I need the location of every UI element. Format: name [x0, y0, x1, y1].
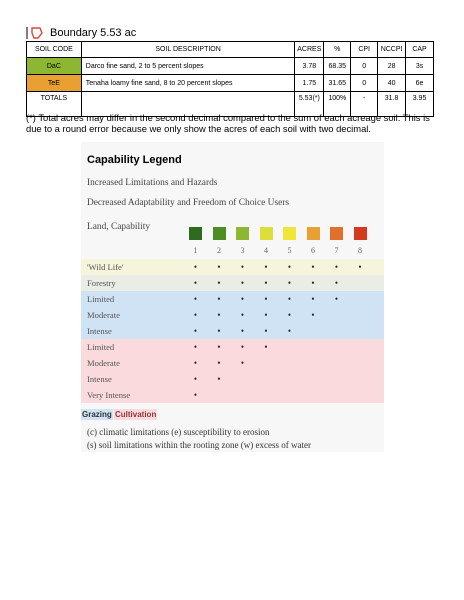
nccpi-cell: 40 [378, 75, 406, 92]
capability-dot: • [334, 278, 339, 288]
capability-dot: • [334, 262, 339, 272]
legend-title: Capability Legend [87, 154, 182, 166]
capability-dot: • [217, 278, 221, 288]
capability-dot: • [217, 326, 221, 336]
acres-cell: 3.78 [295, 58, 324, 75]
percent-cell: 68.35 [324, 58, 351, 75]
capability-dot: • [264, 294, 268, 304]
legend-row-label: Limited [87, 342, 115, 352]
percent-cell: 31.65 [324, 75, 351, 92]
legend-row-label: Intense [87, 326, 112, 336]
capability-swatch-5 [283, 227, 296, 240]
legend-row-label: Moderate [87, 310, 120, 320]
capability-dot: • [287, 310, 292, 320]
capability-swatch-3 [236, 227, 249, 240]
capability-dot: • [240, 358, 245, 368]
capability-dot: • [217, 262, 221, 272]
capability-dot: • [193, 262, 198, 272]
legend-row-cultivation [81, 371, 384, 387]
acres-cell: 1.75 [295, 75, 324, 92]
capability-dot: • [193, 342, 198, 352]
capability-swatch-1 [189, 227, 202, 240]
legend-row-label: Moderate [87, 358, 120, 368]
capability-class-number: 6 [311, 246, 315, 255]
soil-code-cell: TeE [27, 75, 82, 92]
nccpi-cell: 28 [378, 58, 406, 75]
col-cap: CAP [406, 42, 434, 58]
capability-dot: • [193, 294, 198, 304]
boundary-label: Boundary 5.53 ac [50, 27, 137, 39]
legend-row-grazing [81, 323, 384, 339]
capability-dot: • [311, 310, 315, 320]
capability-class-number: 1 [193, 246, 198, 255]
legend-line-limitations: Increased Limitations and Hazards [87, 178, 218, 188]
col-cpi: CPI [351, 42, 378, 58]
capability-dot: • [240, 294, 245, 304]
capability-dot: • [264, 262, 268, 272]
totals-acres: 5.53(*) [295, 92, 324, 117]
col-nccpi: NCCPI [378, 42, 406, 58]
capability-legend [81, 142, 384, 452]
land-capability-label: Land, Capability [87, 222, 151, 232]
capability-dot: • [217, 374, 221, 384]
capability-class-number: 8 [358, 246, 362, 255]
capability-dot: • [217, 358, 221, 368]
capability-dot: • [240, 262, 245, 272]
capability-class-number: 4 [264, 246, 268, 255]
rounding-note: (*) Total acres may differ in the second decimal compared to the sum of each acreage soil. This is due to a round error because we only show the acres of each soil with two decimal. [26, 112, 430, 134]
capability-dot: • [264, 342, 268, 352]
legend-row-label: Limited [87, 294, 115, 304]
totals-cap: 3.95 [406, 92, 434, 117]
capability-dot: • [311, 262, 315, 272]
capability-swatch-4 [260, 227, 273, 240]
capability-swatch-2 [213, 227, 226, 240]
cpi-cell: 0 [351, 58, 378, 75]
legend-row-cultivation [81, 355, 384, 371]
capability-dot: • [193, 390, 198, 400]
capability-swatch-7 [330, 227, 343, 240]
soil-table-header [27, 42, 434, 58]
totals-cpi: - [351, 92, 378, 117]
capability-dot: • [217, 294, 221, 304]
capability-dot: • [287, 278, 292, 288]
capability-dot: • [217, 310, 221, 320]
capability-dot: • [193, 358, 198, 368]
capability-dot: • [193, 326, 198, 336]
capability-class-number: 5 [287, 246, 292, 255]
col-soil-code: SOIL CODE [27, 42, 82, 58]
capability-dot: • [358, 262, 362, 272]
capability-dot: • [264, 310, 268, 320]
totals-percent: 100% [324, 92, 351, 117]
col-soil-description: SOIL DESCRIPTION [81, 42, 295, 58]
table-row [27, 75, 434, 92]
capability-dot: • [240, 278, 245, 288]
limitations-line-2: (s) soil limitations within the rooting zone (w) excess of water [87, 440, 311, 450]
soil-description-cell: Tenaha loamy fine sand, 8 to 20 percent slopes [81, 75, 295, 92]
polygon-outline-icon [26, 26, 46, 40]
capability-class-number: 3 [240, 246, 245, 255]
legend-row-label: Intense [87, 374, 112, 384]
col-acres: ACRES [295, 42, 324, 58]
soil-description-cell: Darco fine sand, 2 to 5 percent slopes [81, 58, 295, 75]
capability-dot: • [264, 278, 268, 288]
capability-swatch-6 [307, 227, 320, 240]
capability-dot: • [334, 294, 339, 304]
limitations-line-1: (c) climatic limitations (e) susceptibility to erosion [87, 427, 270, 437]
legend-row-label: Forestry [87, 278, 116, 288]
boundary-header [26, 25, 136, 41]
capability-dot: • [217, 342, 221, 352]
legend-row-cultivation [81, 339, 384, 355]
col-percent: % [324, 42, 351, 58]
capability-dot: • [311, 294, 315, 304]
capability-class-number: 7 [334, 246, 339, 255]
capability-dot: • [240, 326, 245, 336]
capability-dot: • [287, 294, 292, 304]
table-row [27, 58, 434, 75]
capability-dot: • [240, 342, 245, 352]
soil-code-cell: DaC [27, 58, 82, 75]
grazing-tag: Grazing [82, 410, 112, 419]
cultivation-tag: Cultivation [115, 410, 157, 419]
totals-label: TOTALS [27, 92, 82, 117]
soil-table [26, 41, 434, 117]
capability-dot: • [193, 374, 198, 384]
legend-row-grazing [81, 307, 384, 323]
legend-row-label: 'Wild Life' [87, 262, 124, 272]
capability-dot: • [240, 310, 245, 320]
legend-row-label: Very Intense [87, 390, 131, 400]
capability-swatch-8 [354, 227, 367, 240]
capability-dot: • [287, 326, 292, 336]
capability-dot: • [193, 278, 198, 288]
totals-nccpi: 31.8 [378, 92, 406, 117]
capability-class-number: 2 [217, 246, 221, 255]
cap-cell: 6e [406, 75, 434, 92]
cpi-cell: 0 [351, 75, 378, 92]
capability-dot: • [264, 326, 268, 336]
legend-line-adaptability: Decreased Adaptability and Freedom of Choice Users [87, 198, 290, 208]
cap-cell: 3s [406, 58, 434, 75]
capability-dot: • [311, 278, 315, 288]
capability-dot: • [287, 262, 292, 272]
capability-dot: • [193, 310, 198, 320]
